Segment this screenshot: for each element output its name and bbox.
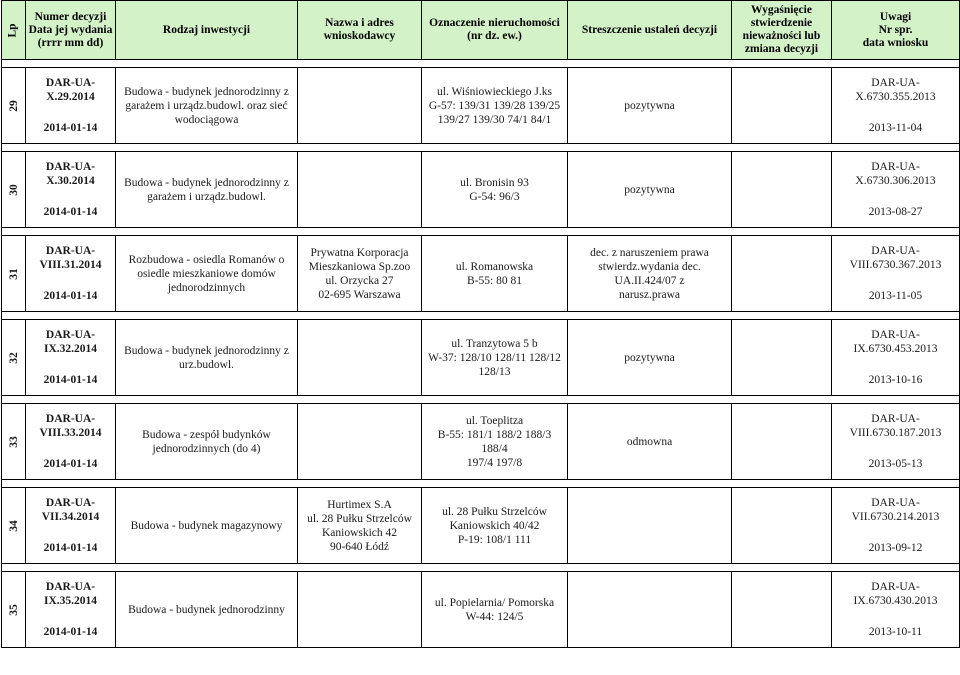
row-expiry [732, 572, 832, 648]
row-applicant: Hurtimex S.A ul. 28 Pułku Strzelców Kaniowskich 42 90-640 Łódź [298, 488, 422, 564]
row-property: ul. 28 Pułku Strzelców Kaniowskich 40/42 P-19: 108/1 111 [422, 488, 568, 564]
table-row [2, 488, 960, 564]
row-property: ul. Wiśniowieckiego J.ks G-57: 139/31 139/28 139/25 139/27 139/30 74/1 84/1 [422, 68, 568, 144]
row-applicant [298, 152, 422, 228]
row-expiry [732, 320, 832, 396]
row-investment-type: Budowa - zespół budynków jednorodzinnych (do 4) [116, 404, 298, 480]
row-lp: 31 [2, 236, 26, 312]
row-lp: 32 [2, 320, 26, 396]
row-expiry [732, 404, 832, 480]
header-wygasniecie: Wygaśnięcie stwierdzenie nieważności lub zmiana decyzji [732, 1, 832, 60]
row-summary: pozytywna [568, 152, 732, 228]
row-summary [568, 572, 732, 648]
table-row [2, 320, 960, 396]
row-decision-number: DAR-UA- IX.35.2014 2014-01-14 [26, 572, 116, 648]
row-property: ul. Popielarnia/ Pomorska W-44: 124/5 [422, 572, 568, 648]
row-decision-number: DAR-UA- VIII.31.2014 2014-01-14 [26, 236, 116, 312]
row-property: ul. Romanowska B-55: 80 81 [422, 236, 568, 312]
row-property: ul. Bronisin 93 G-54: 96/3 [422, 152, 568, 228]
row-decision-number: DAR-UA- IX.32.2014 2014-01-14 [26, 320, 116, 396]
row-notes: DAR-UA- IX.6730.453.2013 2013-10-16 [832, 320, 960, 396]
table-row [2, 236, 960, 312]
row-investment-type: Budowa - budynek jednorodzinny z urz.budowl. [116, 320, 298, 396]
row-lp: 33 [2, 404, 26, 480]
header-nazwa-wnioskodawcy: Nazwa i adres wnioskodawcy [298, 1, 422, 60]
table-row [2, 152, 960, 228]
header-row [2, 1, 960, 60]
row-notes: DAR-UA- VIII.6730.187.2013 2013-05-13 [832, 404, 960, 480]
header-numer-decyzji: Numer decyzji Data jej wydania (rrrr mm dd) [26, 1, 116, 60]
row-investment-type: Budowa - budynek jednorodzinny z garażem i urządz.budowl. [116, 152, 298, 228]
row-investment-type: Budowa - budynek jednorodzinny z garażem i urządz.budowl. oraz sieć wodociągowa [116, 68, 298, 144]
row-summary: pozytywna [568, 68, 732, 144]
row-summary [568, 488, 732, 564]
row-lp: 34 [2, 488, 26, 564]
header-uwagi: Uwagi Nr spr. data wniosku [832, 1, 960, 60]
row-decision-number: DAR-UA- VII.34.2014 2014-01-14 [26, 488, 116, 564]
row-applicant: Prywatna Korporacja Mieszkaniowa Sp.zoo ul. Orzycka 27 02-695 Warszawa [298, 236, 422, 312]
row-applicant [298, 68, 422, 144]
row-investment-type: Budowa - budynek magazynowy [116, 488, 298, 564]
header-streszczenie: Streszczenie ustaleń decyzji [568, 1, 732, 60]
row-expiry [732, 488, 832, 564]
row-expiry [732, 152, 832, 228]
row-lp: 35 [2, 572, 26, 648]
row-decision-number: DAR-UA- X.30.2014 2014-01-14 [26, 152, 116, 228]
row-notes: DAR-UA- IX.6730.430.2013 2013-10-11 [832, 572, 960, 648]
row-notes: DAR-UA- VIII.6730.367.2013 2013-11-05 [832, 236, 960, 312]
row-summary: pozytywna [568, 320, 732, 396]
table-row [2, 572, 960, 648]
header-lp: Lp [2, 1, 26, 60]
row-notes: DAR-UA- X.6730.306.2013 2013-08-27 [832, 152, 960, 228]
header-oznaczenie-nieruchomosci: Oznaczenie nieruchomości (nr dz. ew.) [422, 1, 568, 60]
row-decision-number: DAR-UA- VIII.33.2014 2014-01-14 [26, 404, 116, 480]
row-investment-type: Rozbudowa - osiedla Romanów o osiedle mieszkaniowe domów jednorodzinnych [116, 236, 298, 312]
row-lp: 29 [2, 68, 26, 144]
row-notes: DAR-UA- VII.6730.214.2013 2013-09-12 [832, 488, 960, 564]
row-investment-type: Budowa - budynek jednorodzinny [116, 572, 298, 648]
row-property: ul. Tranzytowa 5 b W-37: 128/10 128/11 128/12 128/13 [422, 320, 568, 396]
decision-register-table [1, 0, 960, 648]
row-decision-number: DAR-UA- X.29.2014 2014-01-14 [26, 68, 116, 144]
row-applicant [298, 320, 422, 396]
row-summary: dec. z naruszeniem prawa stwierdz.wydania dec. UA.II.424/07 z narusz.prawa [568, 236, 732, 312]
row-expiry [732, 236, 832, 312]
row-notes: DAR-UA- X.6730.355.2013 2013-11-04 [832, 68, 960, 144]
table-row [2, 68, 960, 144]
row-expiry [732, 68, 832, 144]
row-applicant [298, 404, 422, 480]
row-lp: 30 [2, 152, 26, 228]
header-rodzaj-inwestycji: Rodzaj inwestycji [116, 1, 298, 60]
row-property: ul. Toeplitza B-55: 181/1 188/2 188/3 188/4 197/4 197/8 [422, 404, 568, 480]
row-applicant [298, 572, 422, 648]
row-summary: odmowna [568, 404, 732, 480]
table-row [2, 404, 960, 480]
